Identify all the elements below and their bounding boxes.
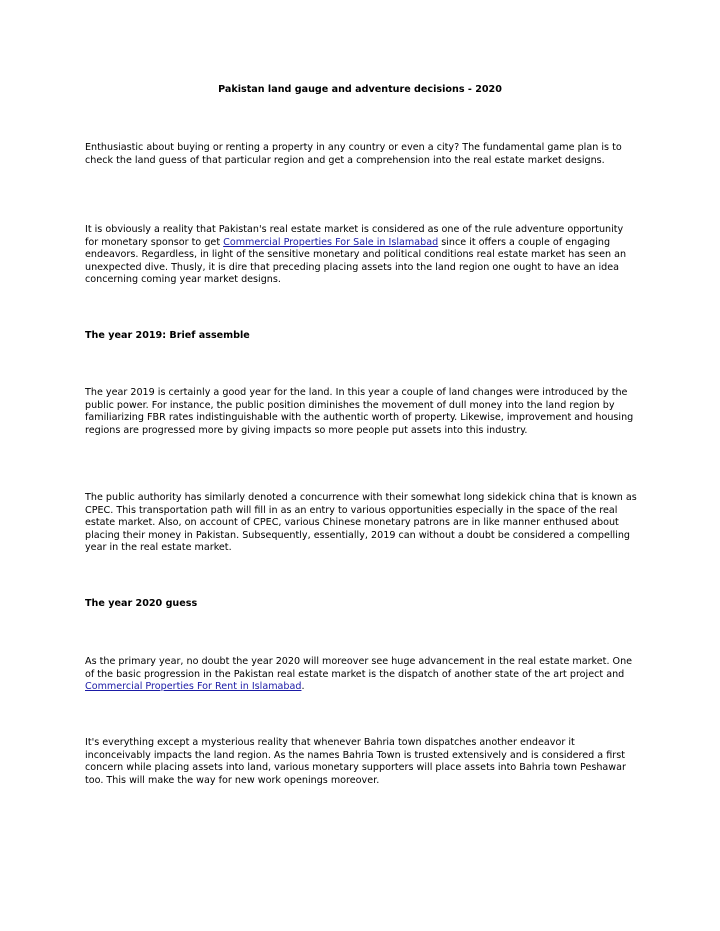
paragraph-text: As the primary year, no doubt the year 2020 will moreover see huge advancement in the real estate market. One of the basic progression in the Pakistan real estate market is the dispatch of another state of the art project and [85, 656, 633, 680]
paragraph-text: . [301, 681, 305, 693]
heading-year-2019: The year 2019: Brief assemble [85, 330, 250, 341]
heading-year-2020: The year 2020 guess [85, 598, 198, 609]
commercial-rent-link[interactable]: Commercial Properties For Rent in Islamabad [85, 681, 302, 693]
paragraph-year-2019: The year 2019 is certainly a good year for the land. In this year a couple of land changes were introduced by the public power. For instance, the public position diminishes the movement of dull money into the land region by familiarizing FBR rates indistinguishable with the authentic worth of property. Likewise, improvement and housing regions are progressed more by giving impacts so more people put assets into this industry. [85, 387, 634, 436]
paragraph-year-2020 [85, 656, 637, 694]
paragraph-bahria-town: It's everything except a mysterious reality that whenever Bahria town dispatches another endeavor it inconceivably impacts the land region. As the names Bahria Town is trusted extensively and is considered a first concern while placing assets into land, various monetary supporters will place assets into Bahria town Peshawar too. This will make the way for new work openings moreover. [85, 737, 626, 786]
document-title: Pakistan land gauge and adventure decisions - 2020 [218, 84, 502, 95]
paragraph-text: since it offers a couple of engaging endeavors. Regardless, in light of the sensitive monetary and political conditions real estate market has seen an unexpected dive. Thusly, it is dire that preceding placing assets into the land region one ought to have an idea concerning coming year market designs. [85, 236, 627, 286]
paragraph-text: It is obviously a reality that Pakistan's real estate market is considered as one of the rule adventure opportunity for monetary sponsor to get [85, 224, 624, 248]
paragraph-cpec: The public authority has similarly denoted a concurrence with their somewhat long sidekick china that is known as CPEC. This transportation path will fill in as an entry to various opportunities especially in the space of the real estate market. Also, on account of CPEC, various Chinese monetary patrons are in like manner enthused about placing their money in Pakistan. Subsequently, essentially, 2019 can without a doubt be considered a compelling year in the real estate market. [85, 492, 637, 554]
paragraph-intro: Enthusiastic about buying or renting a property in any country or even a city? The fundamental game plan is to check the land guess of that particular region and get a comprehension into the real estate market designs. [85, 142, 622, 166]
paragraph-market-opportunity [85, 224, 637, 287]
commercial-sale-link[interactable]: Commercial Properties For Sale in Islamabad [223, 236, 439, 248]
